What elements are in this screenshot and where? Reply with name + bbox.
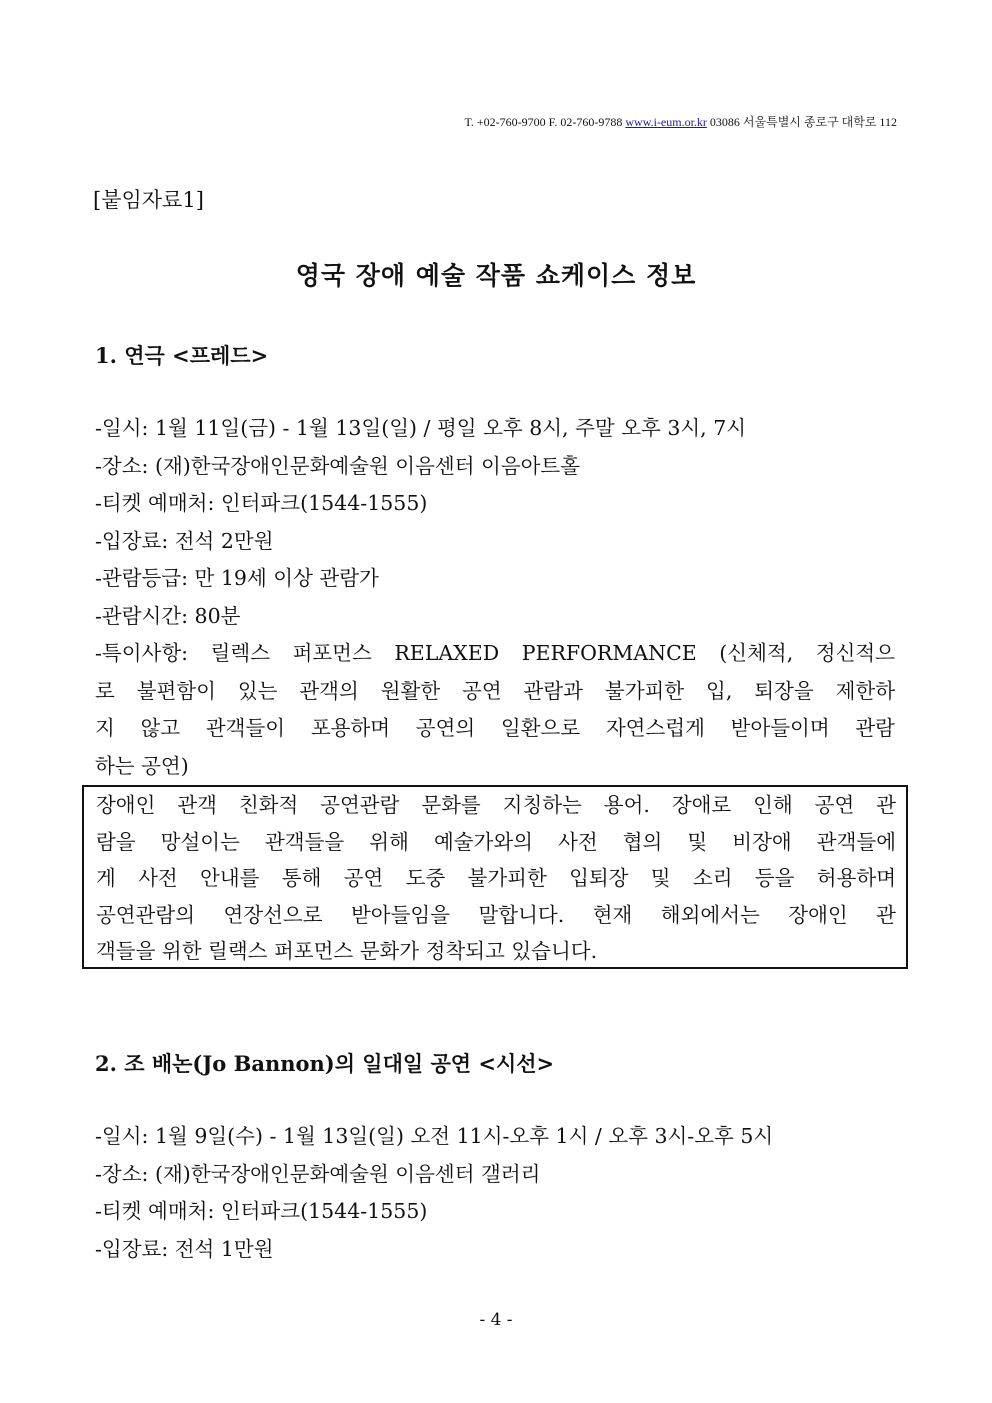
section1-details (95, 410, 895, 785)
detail-line: -특이사항: 릴렉스 퍼포먼스 RELAXED PERFORMANCE (신체적, 정신적으 (95, 641, 895, 665)
detail-line: -장소: (재)한국장애인문화예술원 이음센터 갤러리 (95, 1161, 541, 1186)
detail-line: 하는 공연) (95, 753, 189, 778)
section2-details (95, 1118, 895, 1268)
detail-line: -관람시간: 80분 (95, 603, 241, 628)
relaxed-performance-note-box (82, 785, 908, 969)
note-line: 장애인 관객 친화적 공연관람 문화를 지칭하는 용어. 장애로 인해 공연 관 (96, 793, 896, 817)
detail-line: -일시: 1월 9일(수) - 1월 13일(일) 오전 11시-오후 1시 / 오후 3시-오후 5시 (95, 1124, 774, 1148)
tel-fax-text: T. +02-760-9700 F. 02-760-9788 (464, 115, 623, 129)
detail-line: 지 않고 관객들이 포용하며 공연의 일환으로 자연스럽게 받아들이며 관람 (95, 716, 895, 740)
detail-line: -입장료: 전석 1만원 (95, 1236, 274, 1261)
detail-line: 로 불편함이 있는 관객의 원활한 공연 관람과 불가피한 입, 퇴장을 제한하 (95, 678, 895, 703)
detail-line: -티켓 예매처: 인터파크(1544-1555) (95, 491, 428, 515)
section2-heading: 2. 조 배논(Jo Bannon)의 일대일 공연 <시선> (95, 1051, 555, 1076)
document-title: 영국 장애 예술 작품 쇼케이스 정보 (295, 261, 697, 290)
note-line: 게 사전 안내를 통해 공연 도중 불가피한 입퇴장 및 소리 등을 허용하며 (96, 866, 896, 890)
page-number: - 4 - (479, 1310, 513, 1330)
detail-line: -관람등급: 만 19세 이상 관람가 (95, 566, 379, 590)
section1-heading: 1. 연극 <프레드> (95, 343, 269, 368)
website-link[interactable]: www.i-eum.or.kr (625, 115, 707, 129)
detail-line: -장소: (재)한국장애인문화예술원 이음센터 이음아트홀 (95, 453, 581, 478)
detail-line: -입장료: 전석 2만원 (95, 528, 274, 553)
detail-line: -일시: 1월 11일(금) - 1월 13일(일) / 평일 오후 8시, 주말 오후 3시, 7시 (95, 416, 747, 440)
note-line: 객들을 위한 릴랙스 퍼포먼스 문화가 정착되고 있습니다. (96, 939, 598, 963)
contact-header (464, 113, 897, 130)
attachment-label: [붙임자료1] (93, 188, 204, 212)
detail-line: -티켓 예매처: 인터파크(1544-1555) (95, 1199, 428, 1223)
note-line: 람을 망설이는 관객들을 위해 예술가와의 사전 협의 및 비장애 관객들에 (96, 829, 896, 854)
note-line: 공연관람의 연장선으로 받아들임을 말합니다. 현재 해외에서는 장애인 관 (96, 902, 896, 927)
address-text: 03086 서울특별시 종로구 대학로 112 (709, 115, 897, 129)
